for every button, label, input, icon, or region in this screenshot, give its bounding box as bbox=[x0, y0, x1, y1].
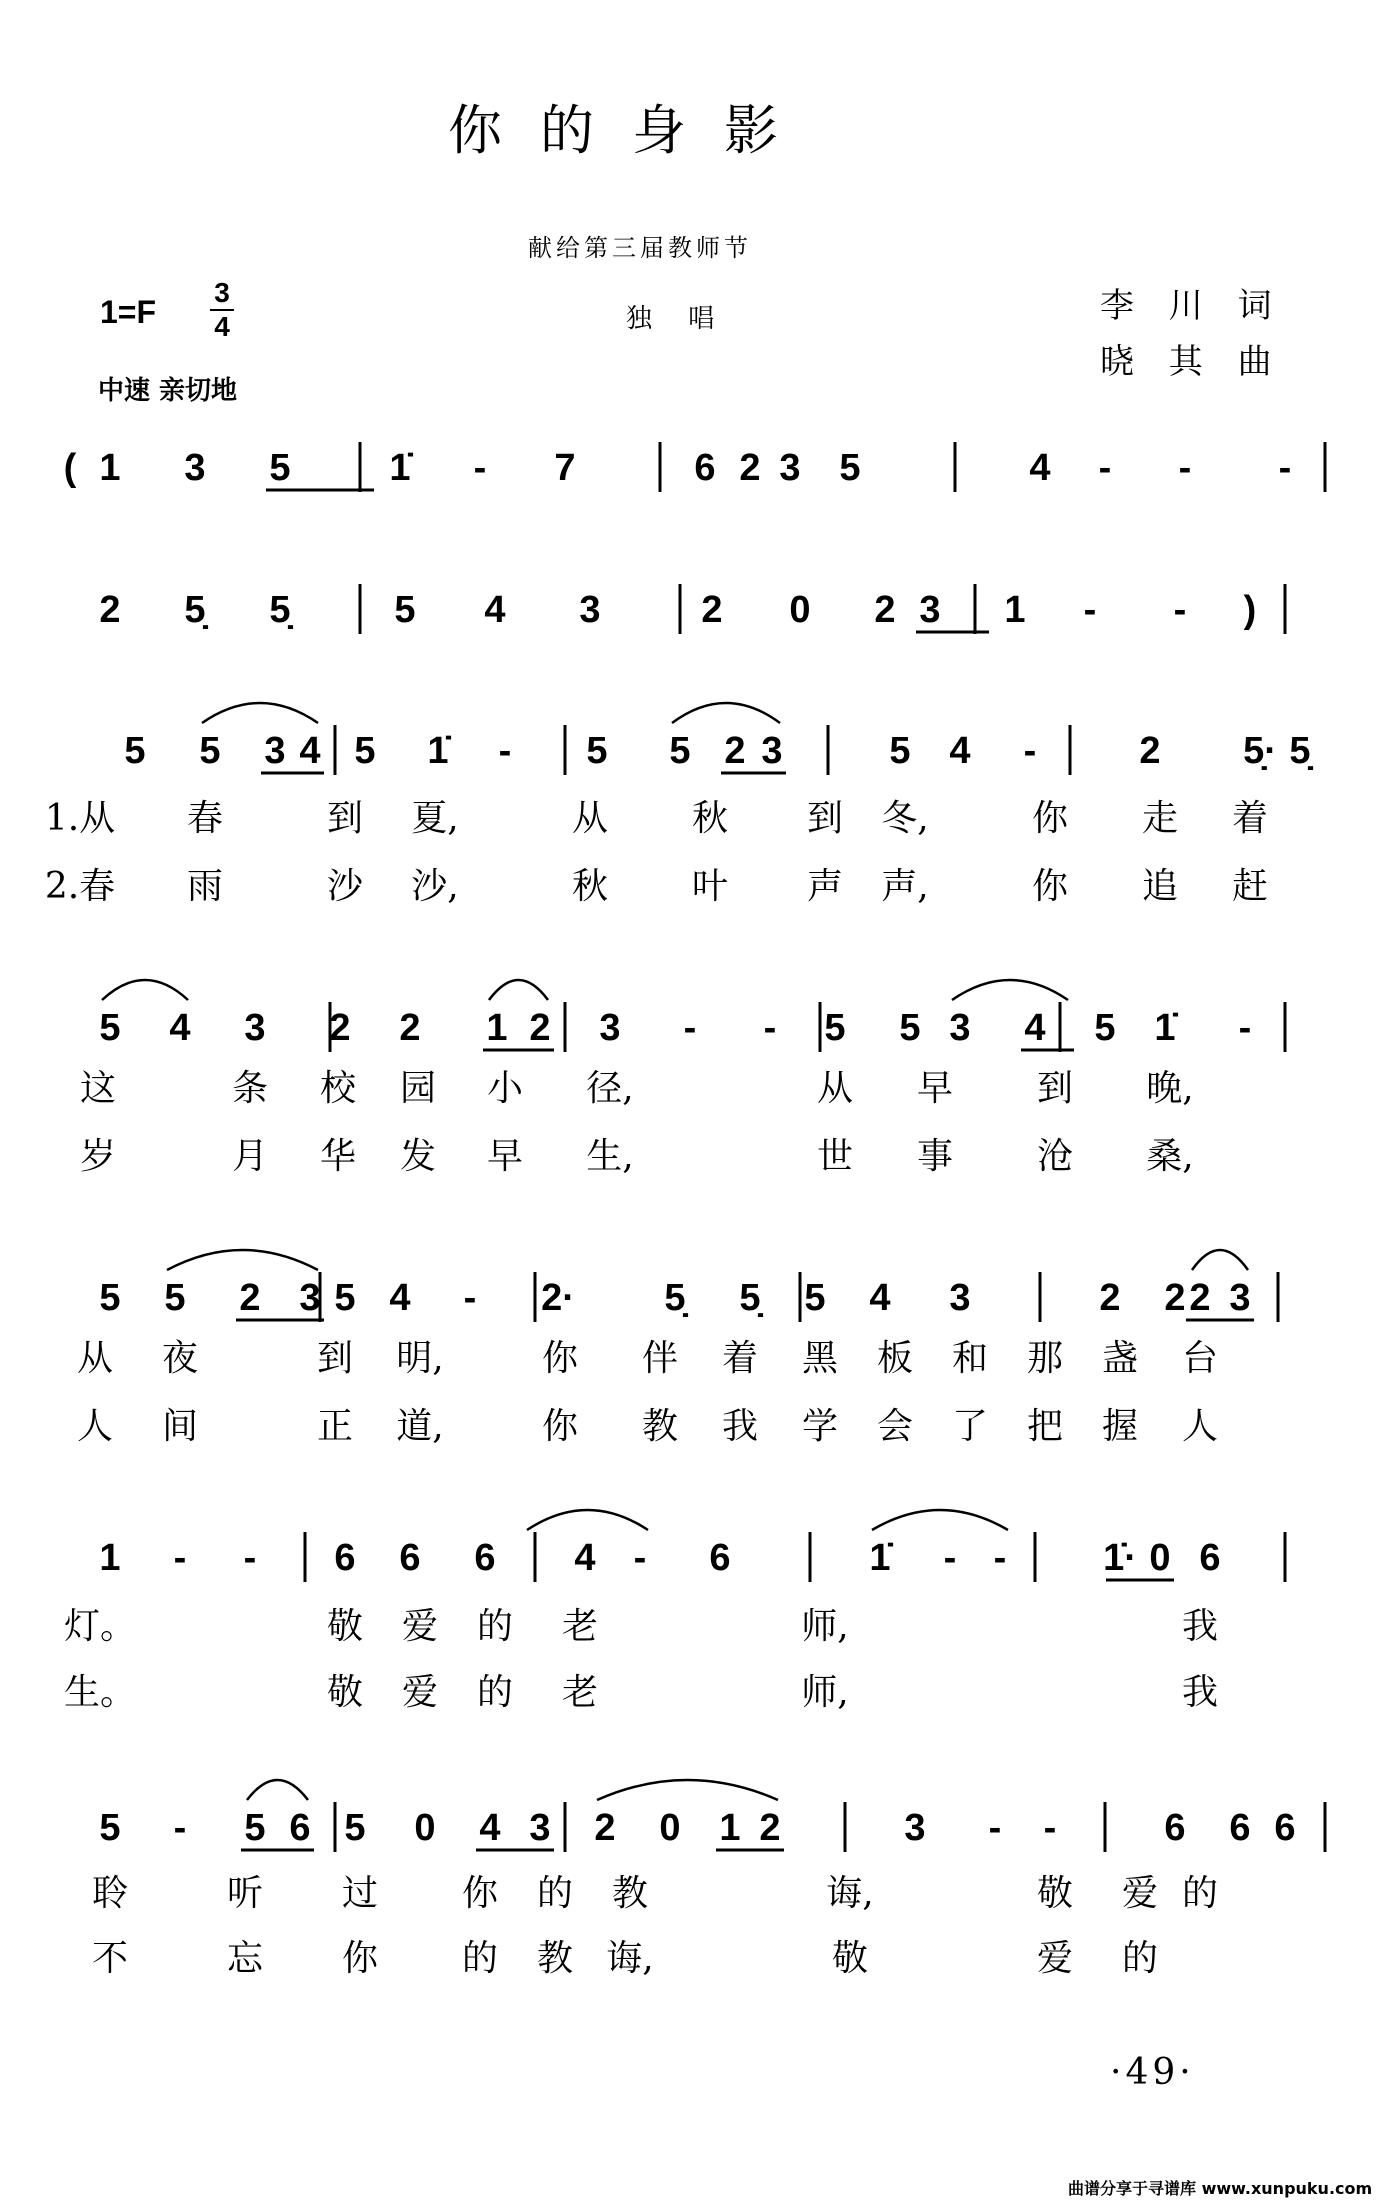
lyric-syllable: 你 bbox=[341, 1938, 379, 1979]
slur-arc bbox=[489, 980, 548, 1000]
note: 1̇ bbox=[869, 1537, 891, 1579]
lyric-syllable: 爱 bbox=[1036, 1938, 1074, 1979]
note: - bbox=[1083, 589, 1097, 631]
note: 3 bbox=[264, 730, 286, 772]
note: 5 bbox=[586, 730, 608, 772]
note: ) bbox=[1243, 589, 1257, 631]
note: 2 bbox=[739, 447, 761, 489]
note: - bbox=[993, 1537, 1007, 1579]
lyric-syllable: 听 bbox=[226, 1873, 264, 1914]
note: 3 bbox=[529, 1807, 551, 1849]
lyric-syllable: 的 bbox=[461, 1938, 499, 1979]
lyric-syllable: 的 bbox=[476, 1672, 514, 1713]
note: 4 bbox=[479, 1807, 501, 1849]
note: 5 bbox=[669, 730, 691, 772]
lyric-syllable: 我 bbox=[1181, 1672, 1219, 1713]
lyric-syllable: 道, bbox=[396, 1406, 444, 1447]
lyric-syllable: 灯。 bbox=[63, 1606, 137, 1647]
note: 6 bbox=[474, 1537, 496, 1579]
slur-arc bbox=[1192, 1250, 1248, 1270]
slur-arc bbox=[597, 1780, 778, 1800]
lyric-syllable: 的 bbox=[1121, 1938, 1159, 1979]
note: - bbox=[683, 1007, 697, 1049]
note: 2 bbox=[1189, 1277, 1211, 1319]
lyric-syllable: 到 bbox=[806, 798, 844, 839]
lyric-syllable: 爱 bbox=[401, 1606, 439, 1647]
note: 2 bbox=[1139, 730, 1161, 772]
note: 5 bbox=[889, 730, 911, 772]
lyric-syllable: 园 bbox=[399, 1068, 437, 1109]
lyric-syllable: 你 bbox=[1031, 798, 1069, 839]
lyric-syllable: 我 bbox=[721, 1406, 759, 1447]
lyric-syllable: 忘 bbox=[226, 1938, 264, 1979]
note: 4 bbox=[869, 1277, 891, 1319]
note: 5̣ bbox=[664, 1277, 686, 1319]
lyric-syllable: 到 bbox=[316, 1338, 354, 1379]
note: 6 bbox=[399, 1537, 421, 1579]
note: 5̣ bbox=[1289, 730, 1311, 772]
lyric-syllable: 春 bbox=[186, 798, 224, 839]
note: 2 bbox=[701, 589, 723, 631]
note: 1 bbox=[99, 1537, 121, 1579]
note: 3 bbox=[1229, 1277, 1251, 1319]
note: 3 bbox=[919, 589, 941, 631]
note: - bbox=[943, 1537, 957, 1579]
lyric-syllable: 从 bbox=[76, 1338, 114, 1379]
lyricist-credit: 李 川 词 bbox=[1100, 286, 1284, 326]
lyric-syllable: 师, bbox=[801, 1606, 849, 1647]
lyric-syllable: 桑, bbox=[1146, 1136, 1194, 1177]
lyric-syllable: 事 bbox=[916, 1136, 954, 1177]
note: 5 bbox=[99, 1007, 121, 1049]
note: - bbox=[243, 1537, 257, 1579]
note: 5 bbox=[839, 447, 861, 489]
note: 3 bbox=[904, 1807, 926, 1849]
lyric-syllable: 敬 bbox=[326, 1606, 364, 1647]
lyric-syllable: 早 bbox=[486, 1136, 524, 1177]
lyric-syllable: 过 bbox=[341, 1873, 379, 1914]
note: 6 bbox=[1164, 1807, 1186, 1849]
note: 3 bbox=[779, 447, 801, 489]
note: 5 bbox=[269, 447, 291, 489]
note: ( bbox=[63, 447, 77, 489]
note: - bbox=[763, 1007, 777, 1049]
note: 0 bbox=[414, 1807, 436, 1849]
score-system bbox=[64, 1510, 1285, 1713]
lyric-syllable: 径, bbox=[586, 1068, 634, 1109]
lyric-syllable: 世 bbox=[816, 1136, 854, 1177]
note: 2 bbox=[1099, 1277, 1121, 1319]
note: - bbox=[463, 1277, 477, 1319]
note: 6 bbox=[1229, 1807, 1251, 1849]
lyric-syllable: 沙 bbox=[326, 866, 364, 907]
slur-arc bbox=[872, 1510, 1008, 1530]
note: 3 bbox=[599, 1007, 621, 1049]
lyric-syllable: 冬, bbox=[881, 798, 929, 839]
lyric-syllable: 秋 bbox=[691, 798, 729, 839]
key-signature: 1=F bbox=[100, 294, 157, 330]
note: 6 bbox=[1274, 1807, 1296, 1849]
note: 6 bbox=[709, 1537, 731, 1579]
note: 5 bbox=[124, 730, 146, 772]
note: 0 bbox=[659, 1807, 681, 1849]
lyric-syllable: 华 bbox=[319, 1136, 357, 1177]
lyric-syllable: 敬 bbox=[326, 1672, 364, 1713]
lyric-syllable: 敬 bbox=[831, 1938, 869, 1979]
note: 6 bbox=[334, 1537, 356, 1579]
slur-arc bbox=[952, 980, 1068, 1000]
note: 5̣ bbox=[739, 1277, 761, 1319]
note: - bbox=[473, 447, 487, 489]
lyric-syllable: 人 bbox=[1181, 1406, 1219, 1447]
note: 2 bbox=[874, 589, 896, 631]
lyric-syllable: 声, bbox=[881, 866, 929, 907]
slur-arc bbox=[527, 1510, 648, 1530]
note: - bbox=[173, 1807, 187, 1849]
lyric-syllable: 间 bbox=[161, 1406, 199, 1447]
tempo-marking: 中速 亲切地 bbox=[98, 376, 238, 406]
composer-credit: 晓 其 曲 bbox=[1100, 342, 1284, 382]
slur-arc bbox=[247, 1780, 308, 1800]
lyric-syllable: 教 bbox=[536, 1938, 574, 1979]
note: 0 bbox=[1149, 1537, 1171, 1579]
note: 1̇ bbox=[1154, 1007, 1176, 1049]
score-system bbox=[99, 584, 1285, 634]
lyric-syllable: 会 bbox=[876, 1406, 914, 1447]
lyric-syllable: 晚, bbox=[1146, 1068, 1194, 1109]
lyric-syllable: 从 bbox=[571, 798, 609, 839]
note: 1̇ bbox=[389, 447, 411, 489]
note: 1̇· bbox=[1103, 1537, 1137, 1579]
note: 4 bbox=[574, 1537, 596, 1579]
lyric-syllable: 学 bbox=[801, 1406, 839, 1447]
note: 2 bbox=[329, 1007, 351, 1049]
lyric-syllable: 不 bbox=[91, 1938, 129, 1979]
lyric-syllable: 人 bbox=[76, 1406, 114, 1447]
lyric-syllable: 从 bbox=[816, 1068, 854, 1109]
lyric-syllable: 夜 bbox=[161, 1338, 199, 1379]
lyric-syllable: 着 bbox=[1231, 798, 1269, 839]
lyric-syllable: 和 bbox=[951, 1338, 989, 1379]
note: - bbox=[498, 730, 512, 772]
lyric-syllable: 爱 bbox=[401, 1672, 439, 1713]
lyric-syllable: 我 bbox=[1181, 1606, 1219, 1647]
lyric-syllable: 诲, bbox=[826, 1873, 874, 1914]
lyric-syllable: 诲, bbox=[606, 1938, 654, 1979]
lyric-syllable: 爱 bbox=[1121, 1873, 1159, 1914]
lyric-syllable: 的 bbox=[1181, 1873, 1219, 1914]
score-system bbox=[64, 442, 1325, 492]
lyric-syllable: 小 bbox=[486, 1068, 524, 1109]
lyric-syllable: 着 bbox=[721, 1338, 759, 1379]
lyric-syllable: 叶 bbox=[691, 866, 729, 907]
score-system bbox=[92, 1780, 1325, 1979]
note: 2 bbox=[239, 1277, 261, 1319]
note: - bbox=[1023, 730, 1037, 772]
score-system bbox=[45, 703, 1314, 907]
lyric-syllable: 把 bbox=[1026, 1406, 1064, 1447]
note: - bbox=[1098, 447, 1112, 489]
note: 5 bbox=[824, 1007, 846, 1049]
note: - bbox=[633, 1537, 647, 1579]
note: 5̣ bbox=[184, 589, 206, 631]
lyric-syllable: 老 bbox=[561, 1672, 599, 1713]
note: 2· bbox=[541, 1277, 575, 1319]
lyric-syllable: 追 bbox=[1141, 866, 1179, 907]
lyric-syllable: 你 bbox=[1031, 866, 1069, 907]
lyric-syllable: 黑 bbox=[801, 1338, 839, 1379]
lyric-syllable: 雨 bbox=[186, 866, 224, 907]
note: - bbox=[173, 1537, 187, 1579]
note: 5 bbox=[394, 589, 416, 631]
note: 5 bbox=[804, 1277, 826, 1319]
lyric-syllable: 你 bbox=[541, 1406, 579, 1447]
lyric-syllable: 早 bbox=[916, 1068, 954, 1109]
lyric-syllable: 敬 bbox=[1036, 1873, 1074, 1914]
note: 4 bbox=[299, 730, 321, 772]
lyric-syllable: 沧 bbox=[1036, 1136, 1074, 1177]
time-signature-numerator: 3 bbox=[214, 277, 230, 308]
note: 5̣ bbox=[269, 589, 291, 631]
lyric-syllable: 到 bbox=[1036, 1068, 1074, 1109]
lyric-syllable: 赶 bbox=[1231, 866, 1269, 907]
song-title: 你的身影 bbox=[448, 99, 816, 162]
note: 3 bbox=[761, 730, 783, 772]
note: 5 bbox=[99, 1807, 121, 1849]
note: 5 bbox=[99, 1277, 121, 1319]
note: 2 bbox=[99, 589, 121, 631]
note: 4 bbox=[1024, 1007, 1046, 1049]
note: 5 bbox=[199, 730, 221, 772]
performance-style: 独 唱 bbox=[626, 304, 729, 334]
lyric-syllable: 校 bbox=[319, 1068, 357, 1109]
lyric-syllable: 秋 bbox=[571, 866, 609, 907]
lyric-syllable: 的 bbox=[476, 1606, 514, 1647]
note: 2 bbox=[594, 1807, 616, 1849]
lyric-syllable: 沙, bbox=[411, 866, 459, 907]
note: - bbox=[988, 1807, 1002, 1849]
slur-arc bbox=[202, 703, 318, 723]
lyric-syllable: 老 bbox=[561, 1606, 599, 1647]
note: - bbox=[1278, 447, 1292, 489]
score-system bbox=[77, 1250, 1278, 1447]
dedication-subtitle: 献给第三届教师节 bbox=[528, 234, 752, 262]
lyric-syllable: 条 bbox=[231, 1068, 269, 1109]
lyric-syllable: 生, bbox=[586, 1136, 634, 1177]
note: 3 bbox=[579, 589, 601, 631]
note: 5 bbox=[344, 1807, 366, 1849]
note: - bbox=[1178, 447, 1192, 489]
note: - bbox=[1043, 1807, 1057, 1849]
time-signature-denominator: 4 bbox=[214, 311, 230, 342]
lyric-syllable: 岁 bbox=[79, 1136, 117, 1177]
lyric-syllable: 月 bbox=[231, 1136, 269, 1177]
note: 2 bbox=[399, 1007, 421, 1049]
note: 1 bbox=[486, 1007, 508, 1049]
lyric-syllable: 伴 bbox=[641, 1338, 679, 1379]
note: 3 bbox=[184, 447, 206, 489]
lyric-syllable: 2.春 bbox=[44, 866, 116, 907]
slur-arc bbox=[672, 703, 780, 723]
note: 5 bbox=[334, 1277, 356, 1319]
note: 2 bbox=[529, 1007, 551, 1049]
note: 0 bbox=[789, 589, 811, 631]
slur-arc bbox=[167, 1250, 318, 1270]
note: 4 bbox=[169, 1007, 191, 1049]
note: 5̣· bbox=[1243, 730, 1277, 772]
note: 4 bbox=[949, 730, 971, 772]
note: 7 bbox=[554, 447, 576, 489]
note: 2 bbox=[724, 730, 746, 772]
lyric-syllable: 教 bbox=[611, 1873, 649, 1914]
lyric-syllable: 1.从 bbox=[44, 798, 116, 839]
lyric-syllable: 你 bbox=[541, 1338, 579, 1379]
note: 1̇ bbox=[427, 730, 449, 772]
lyric-syllable: 握 bbox=[1101, 1406, 1139, 1447]
lyric-syllable: 明, bbox=[396, 1338, 444, 1379]
lyric-syllable: 教 bbox=[641, 1406, 679, 1447]
lyric-syllable: 那 bbox=[1026, 1338, 1064, 1379]
lyric-syllable: 了 bbox=[951, 1406, 989, 1447]
source-footer: 曲谱分享于寻谱库 www.xunpuku.com bbox=[1068, 2179, 1373, 2198]
note: 5 bbox=[164, 1277, 186, 1319]
lyric-syllable: 台 bbox=[1181, 1338, 1219, 1379]
slur-arc bbox=[102, 980, 188, 1000]
lyric-syllable: 的 bbox=[536, 1873, 574, 1914]
lyric-syllable: 到 bbox=[326, 798, 364, 839]
note: 1 bbox=[99, 447, 121, 489]
score-system bbox=[80, 980, 1285, 1177]
lyric-syllable: 这 bbox=[79, 1068, 117, 1109]
note: 3 bbox=[244, 1007, 266, 1049]
lyric-syllable: 正 bbox=[316, 1406, 354, 1447]
lyric-syllable: 夏, bbox=[411, 798, 459, 839]
lyric-syllable: 师, bbox=[801, 1672, 849, 1713]
note: 6 bbox=[1199, 1537, 1221, 1579]
note: 3 bbox=[299, 1277, 321, 1319]
note: 4 bbox=[484, 589, 506, 631]
lyric-syllable: 发 bbox=[399, 1136, 437, 1177]
page-number: ·49· bbox=[1110, 2052, 1195, 2093]
lyric-syllable: 走 bbox=[1141, 798, 1179, 839]
note: 5 bbox=[244, 1807, 266, 1849]
lyric-syllable: 盏 bbox=[1101, 1338, 1139, 1379]
note: 1 bbox=[1004, 589, 1026, 631]
lyric-syllable: 声 bbox=[806, 866, 844, 907]
note: 1 bbox=[719, 1807, 741, 1849]
note: 6 bbox=[289, 1807, 311, 1849]
lyric-syllable: 聆 bbox=[91, 1873, 129, 1914]
note: 4 bbox=[389, 1277, 411, 1319]
lyric-syllable: 你 bbox=[461, 1873, 499, 1914]
note: 3 bbox=[949, 1007, 971, 1049]
note: 5 bbox=[1094, 1007, 1116, 1049]
lyric-syllable: 板 bbox=[876, 1338, 914, 1379]
note: - bbox=[1238, 1007, 1252, 1049]
note: 5 bbox=[354, 730, 376, 772]
note: 4 bbox=[1029, 447, 1051, 489]
note: 5 bbox=[899, 1007, 921, 1049]
note: - bbox=[1173, 589, 1187, 631]
note: 3 bbox=[949, 1277, 971, 1319]
lyric-syllable: 生。 bbox=[63, 1672, 137, 1713]
note: 2 bbox=[759, 1807, 781, 1849]
note: 2 bbox=[1164, 1277, 1186, 1319]
note: 6 bbox=[694, 447, 716, 489]
